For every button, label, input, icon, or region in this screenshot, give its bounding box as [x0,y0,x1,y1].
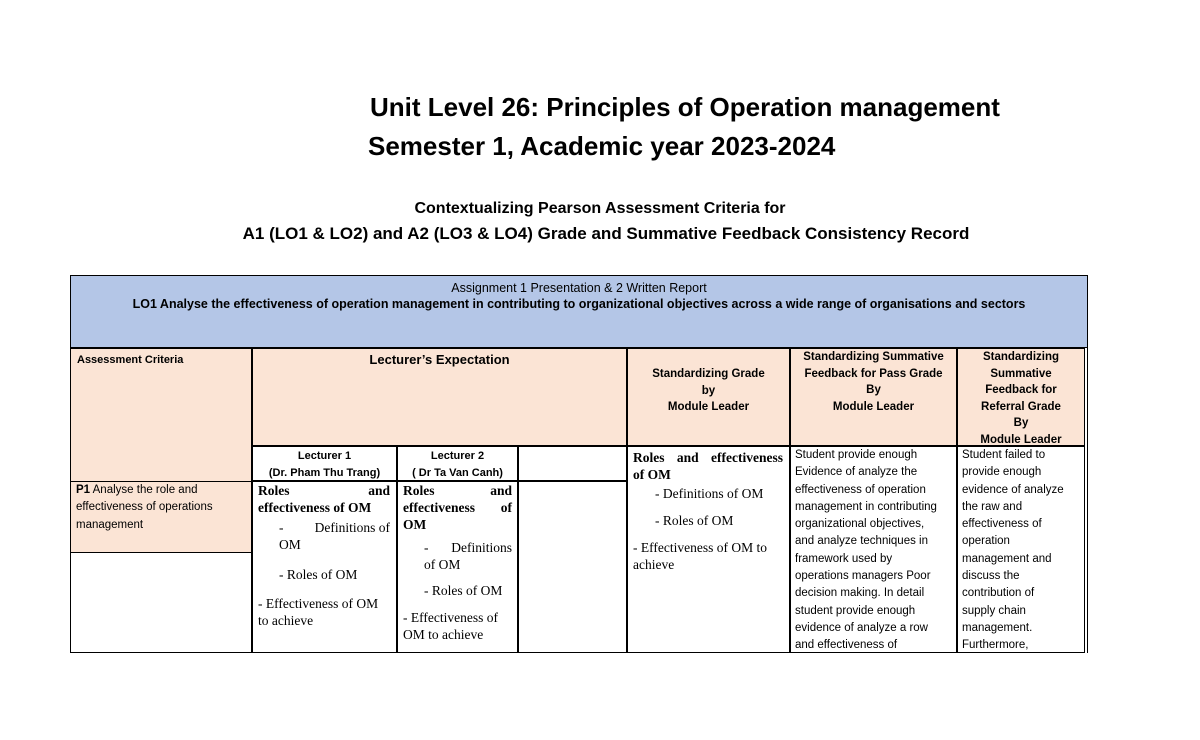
lo1-text: LO1 Analyse the effectiveness of operation management in contributing to organizational objectives across a wide range of organisations and sectors [132,297,1026,311]
pass-feedback-line: organizational objectives, [795,518,925,531]
effectiveness-item: - Effectiveness of OM [258,596,379,611]
std-referral-line: By [1013,417,1029,429]
definitions-item: - Definitions of OM [655,486,764,501]
pass-feedback-line: effectiveness of operation [795,483,926,496]
std-referral-header [957,348,1085,446]
referral-feedback-line: effectiveness of [962,518,1042,531]
std-grade-line: by [701,384,716,397]
std-pass-header [790,348,957,446]
std-grade-line: Module Leader [667,401,750,413]
subtitle-line2: A1 (LO1 & LO2) and A2 (LO3 & LO4) Grade and Summative Feedback Consistency Record [242,224,970,243]
pass-feedback-line: framework used by [795,552,893,565]
referral-feedback-line: Student failed to [962,449,1046,461]
referral-feedback-line: evidence of analyze [962,483,1064,496]
lecturer1-title: Lecturer 1 [297,450,352,462]
pass-feedback-line: management in contributing [795,500,937,513]
lecturer1-name: (Dr. Pham Thu Trang) [268,466,381,479]
pass-feedback-line: decision making. In detail [795,587,925,600]
referral-feedback-text [958,447,1084,653]
p1-code: P1 [76,484,91,496]
lecturer2-title: Lecturer 2 [430,450,485,462]
subtitle-line1: Contextualizing Pearson Assessment Criteria for [414,200,786,217]
table-right-border [1085,348,1088,653]
referral-feedback-line: supply chain [962,604,1026,617]
assignment-title: Assignment 1 Presentation & 2 Written Report [451,281,707,295]
assignment-band [70,275,1088,348]
p1-criteria-cell [70,481,252,653]
referral-feedback-line: the raw and [962,500,1023,513]
dash: - [279,520,284,535]
roles-item: - Roles of OM [279,567,358,582]
std-referral-line: Module Leader [980,433,1062,446]
referral-feedback-line: management and [962,552,1052,565]
std-pass-line: Feedback for Pass Grade [804,367,943,380]
effectiveness-item: - Effectiveness of [403,610,498,625]
assessment-criteria-label: Assessment Criteria [77,354,184,366]
definitions-item: Definitions [451,540,512,555]
referral-feedback-line: provide enough [962,466,1042,479]
lecturer-expectation-header [252,348,627,446]
semester-title: Semester 1, Academic year 2023-2024 [368,131,836,161]
effectiveness-item: achieve [633,557,675,572]
criteria-table [70,275,1088,653]
lecturer3-header [518,446,627,481]
lecturer-expectation-label: Lecturer’s Expectation [369,352,510,367]
std-referral-line: Referral Grade [981,400,1061,413]
lecturer2-content [397,481,518,653]
referral-feedback-line: contribution of [962,587,1035,600]
om-heading: of OM [633,467,671,482]
pass-feedback-line: and analyze techniques in [795,535,928,548]
std-grade-content [627,446,790,653]
effectiveness-item: - Effectiveness of OM to [633,540,767,555]
dash: - [424,540,429,555]
effectiveness-item: OM to achieve [403,627,484,642]
std-referral-line: Feedback for [985,384,1057,396]
roles-item: - Roles of OM [424,583,503,598]
effectiveness-item: to achieve [258,613,314,628]
referral-feedback-line: discuss the [962,570,1020,583]
p1-text: Analyse the role and [90,484,198,496]
om-heading: effectiveness of [403,500,512,515]
std-grade-line: Standardizing Grade [652,368,765,380]
definitions-item: Definitions of [314,520,390,535]
roles-item: - Roles of OM [655,513,734,528]
std-pass-line: Module Leader [832,400,915,413]
definitions-item: OM [279,537,301,552]
std-referral-line: Summative [990,367,1052,380]
lecturer1-header [252,446,397,481]
std-referral-line: Standardizing [982,351,1060,363]
referral-feedback-line: operation [962,535,1010,548]
om-heading: OM [403,517,427,532]
om-heading: effectiveness of OM [258,500,372,515]
pass-feedback-line: Student provide enough [795,449,918,461]
std-grade-header [627,348,790,446]
page-title: Unit Level 26: Principles of Operation management [370,92,1000,122]
std-pass-line: Standardizing Summative [803,351,944,363]
std-pass-line: By [866,384,881,396]
definitions-item: of OM [424,557,461,572]
pass-feedback-line: evidence of analyze a row [795,621,928,634]
lecturer3-content [518,481,627,653]
lecturer2-header [397,446,518,481]
lecturer2-name: ( Dr Ta Van Canh) [412,466,503,479]
om-heading: Roles and [403,483,512,498]
pass-feedback-line: operations managers Poor [795,570,931,583]
pass-feedback-line: student provide enough [795,604,916,617]
pass-feedback-text [791,447,956,653]
om-heading: Roles and [258,483,390,498]
pass-feedback-line: Evidence of analyze the [795,466,918,479]
p1-text: management [76,518,144,531]
pass-feedback-line: and effectiveness of [795,639,898,652]
p1-text: effectiveness of operations [76,501,213,514]
pass-feedback-content [790,446,957,653]
referral-feedback-content [957,446,1085,653]
om-heading: Roles and effectiveness [633,450,783,465]
referral-feedback-line: Furthermore, [962,639,1029,652]
lecturer1-content [252,481,397,653]
referral-feedback-line: management. [962,621,1033,634]
